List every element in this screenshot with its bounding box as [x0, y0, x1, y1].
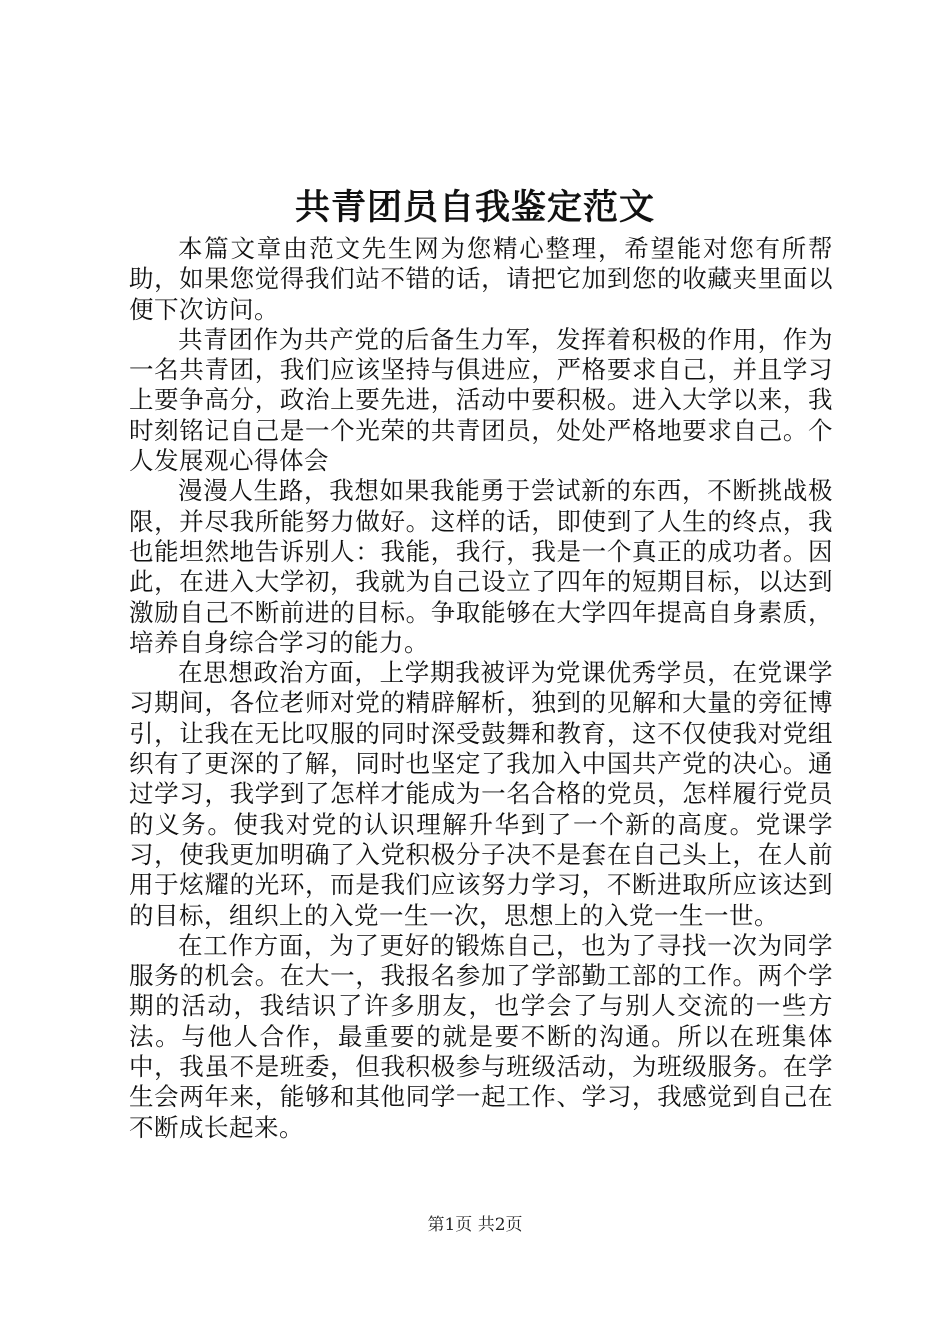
paragraph-political-thought: 在思想政治方面，上学期我被评为党课优秀学员，在党课学习期间，各位老师对党的精辟解析，独到的见解和大量的旁征博引，让我在无比叹服的同时深受鼓舞和教育，这不仅使我对党组织有了更深的了解，同时也坚定了我加入中国共产党的决心。通过学习，我学到了怎样才能成为一名合格的党员，怎样履行党员的义务。使我对党的认识理解升华到了一个新的高度。党课学习，使我更加明确了入党积极分子决不是套在自己头上，在人前用于炫耀的光环，而是我们应该努力学习，不断进取所应该达到的目标，组织上的入党一生一次，思想上的入党一生一世。	[129, 658, 833, 930]
document-title: 共青团员自我鉴定范文	[294, 187, 655, 228]
document-body	[129, 234, 833, 1143]
page-number-footer: 第1页 共2页	[427, 1215, 523, 1235]
paragraph-intro: 本篇文章由范文先生网为您精心整理，希望能对您有所帮助，如果您觉得我们站不错的话，请把它加到您的收藏夹里面以便下次访问。	[129, 234, 833, 324]
paragraph-life-goals: 漫漫人生路，我想如果我能勇于尝试新的东西，不断挑战极限，并尽我所能努力做好。这样的话，即使到了人生的终点，我也能坦然地告诉别人：我能，我行，我是一个真正的成功者。因此，在进入大学初，我就为自己设立了四年的短期目标，以达到激励自己不断前进的目标。争取能够在大学四年提高自身素质，培养自身综合学习的能力。	[129, 476, 833, 657]
paragraph-work: 在工作方面，为了更好的锻炼自己，也为了寻找一次为同学服务的机会。在大一，我报名参加了学部勤工部的工作。两个学期的活动，我结识了许多朋友，也学会了与别人交流的一些方法。与他人合作，最重要的就是要不断的沟通。所以在班集体中，我虽不是班委，但我积极参与班级活动，为班级服务。在学生会两年来，能够和其他同学一起工作、学习，我感觉到自己在不断成长起来。	[129, 930, 833, 1142]
paragraph-league-role: 共青团作为共产党的后备生力军，发挥着积极的作用，作为一名共青团，我们应该坚持与俱进应，严格要求自己，并且学习上要争高分，政治上要先进，活动中要积极。进入大学以来，我时刻铭记自己是一个光荣的共青团员，处处严格地要求自己。个人发展观心得体会	[129, 324, 833, 476]
